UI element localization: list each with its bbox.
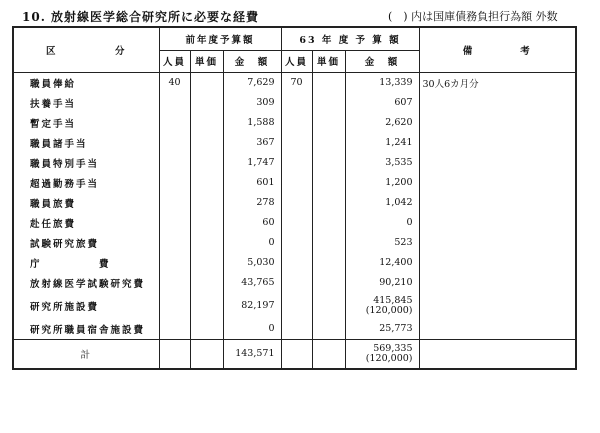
row-remark [419,153,576,173]
row-prev-amount: 7,629 [223,72,281,93]
table-row [13,113,576,133]
category-header: 区 分 [13,27,159,72]
row-remark [419,133,576,153]
table-row [13,193,576,213]
row-prev-amount: 1,747 [223,153,281,173]
prev-unit-price-header: 単価 [190,50,223,72]
prev-persons-header: 人員 [159,50,190,72]
row-cur-amount: 607 [345,93,419,113]
row-cur-amount: 1,200 [345,173,419,193]
budget-table [12,26,577,370]
row-label: 庁 費 [13,253,159,273]
row-cur-persons [281,213,312,233]
total-prev-persons [159,339,190,369]
row-prev-amount: 82,197 [223,293,281,319]
row-cur-persons [281,153,312,173]
row-prev-amount: 0 [223,319,281,340]
prev-amount-header: 金 額 [223,50,281,72]
row-cur-persons [281,173,312,193]
row-prev-unit-price [190,173,223,193]
row-prev-persons [159,93,190,113]
row-prev-unit-price [190,233,223,253]
row-prev-unit-price [190,293,223,319]
table-row [13,153,576,173]
row-cur-amount: 13,339 [345,72,419,93]
row-label: 職員旅費 [13,193,159,213]
row-cur-amount: 1,042 [345,193,419,213]
row-label: 研究所施設費 [13,293,159,319]
row-prev-amount: 309 [223,93,281,113]
table-row [13,173,576,193]
row-cur-persons [281,293,312,319]
row-prev-persons [159,113,190,133]
row-cur-amount: 1,241 [345,133,419,153]
row-cur-persons [281,273,312,293]
row-cur-amount: 523 [345,233,419,253]
row-prev-persons [159,173,190,193]
cur-amount-header: 金 額 [345,50,419,72]
row-cur-unit-price [312,72,345,93]
row-prev-amount: 601 [223,173,281,193]
row-prev-amount: 43,765 [223,273,281,293]
row-prev-unit-price [190,133,223,153]
row-cur-persons [281,113,312,133]
row-label: 職員特別手当 [13,153,159,173]
row-cur-unit-price [312,273,345,293]
row-cur-persons [281,253,312,273]
row-prev-amount: 1,588 [223,113,281,133]
row-cur-unit-price [312,153,345,173]
total-remark [419,339,576,369]
row-prev-amount: 60 [223,213,281,233]
this-year-header: 63 年 度 予 算 額 [281,27,419,50]
row-cur-persons [281,93,312,113]
row-prev-unit-price [190,93,223,113]
row-cur-persons [281,319,312,340]
row-prev-unit-price [190,319,223,340]
row-prev-persons [159,153,190,173]
row-label: 超過勤務手当 [13,173,159,193]
total-cur-amount: 569,335 [373,342,413,354]
row-prev-unit-price [190,193,223,213]
row-prev-unit-price [190,72,223,93]
row-cur-unit-price [312,93,345,113]
row-cur-amount: 0 [345,213,419,233]
table-row [13,213,576,233]
row-prev-persons [159,233,190,253]
row-cur-amount: 12,400 [345,253,419,273]
prev-year-header: 前年度予算額 [159,27,281,50]
row-prev-persons [159,193,190,213]
row-remark [419,193,576,213]
row-cur-unit-price [312,133,345,153]
page-title: 10. 放射線医学総合研究所に必要な経費 [22,10,260,24]
row-cur-amount-value: 415,845 [373,294,413,306]
row-cur-persons [281,193,312,213]
row-prev-amount: 367 [223,133,281,153]
table-body [13,72,576,339]
row-prev-persons: 40 [159,72,190,93]
row-prev-persons [159,319,190,340]
table-row [13,133,576,153]
row-prev-persons [159,253,190,273]
row-remark: 30人6カ月分 [419,72,576,93]
row-prev-unit-price [190,213,223,233]
row-cur-amount: 2,620 [345,113,419,133]
row-remark [419,273,576,293]
row-cur-amount: 25,773 [345,319,419,340]
row-label: 職員諸手当 [13,133,159,153]
row-cur-unit-price [312,253,345,273]
row-cur-persons [281,133,312,153]
table-row [13,93,576,113]
row-prev-amount: 0 [223,233,281,253]
row-prev-persons [159,293,190,319]
row-remark [419,213,576,233]
row-label: 赴任旅費 [13,213,159,233]
row-prev-persons [159,213,190,233]
table-row [13,72,576,93]
cur-persons-header: 人員 [281,50,312,72]
row-label: 職員俸給 [13,72,159,93]
total-cur-note: (120,000) [365,352,413,364]
table-row [13,233,576,253]
row-prev-unit-price [190,113,223,133]
row-remark [419,319,576,340]
row-remark [419,233,576,253]
total-label: 計 [13,339,159,369]
row-prev-unit-price [190,273,223,293]
row-cur-amount [345,293,419,319]
table-row [13,319,576,340]
total-row [13,339,576,369]
row-prev-persons [159,133,190,153]
row-cur-unit-price [312,113,345,133]
row-remark [419,173,576,193]
table-row [13,293,576,319]
row-cur-persons: 70 [281,72,312,93]
row-cur-amount: 90,210 [345,273,419,293]
row-cur-note: (120,000) [365,304,413,316]
row-remark [419,113,576,133]
row-remark [419,293,576,319]
row-prev-unit-price [190,153,223,173]
row-prev-amount: 5,030 [223,253,281,273]
total-cur-persons [281,339,312,369]
row-label: 暫定手当 [13,113,159,133]
row-cur-unit-price [312,293,345,319]
row-cur-unit-price [312,213,345,233]
row-cur-persons [281,233,312,253]
row-cur-unit-price [312,193,345,213]
remarks-header: 備 考 [419,27,576,72]
row-remark [419,93,576,113]
header-note: ( ) 内は国庫債務負担行為額 外数 [388,10,558,23]
row-cur-amount: 3,535 [345,153,419,173]
row-label: 放射線医学試験研究費 [13,273,159,293]
row-cur-unit-price [312,319,345,340]
row-prev-persons [159,273,190,293]
row-cur-unit-price [312,173,345,193]
row-label: 試験研究旅費 [13,233,159,253]
total-prev-amount: 143,571 [223,339,281,369]
row-label: 扶養手当 [13,93,159,113]
total-prev-unit-price [190,339,223,369]
table-row [13,253,576,273]
table-row [13,273,576,293]
row-remark [419,253,576,273]
row-cur-unit-price [312,233,345,253]
row-prev-unit-price [190,253,223,273]
total-cur-unit-price [312,339,345,369]
row-label: 研究所職員宿舎施設費 [13,319,159,340]
total-cur-amount-cell [345,339,419,369]
cur-unit-price-header: 単価 [312,50,345,72]
row-prev-amount: 278 [223,193,281,213]
